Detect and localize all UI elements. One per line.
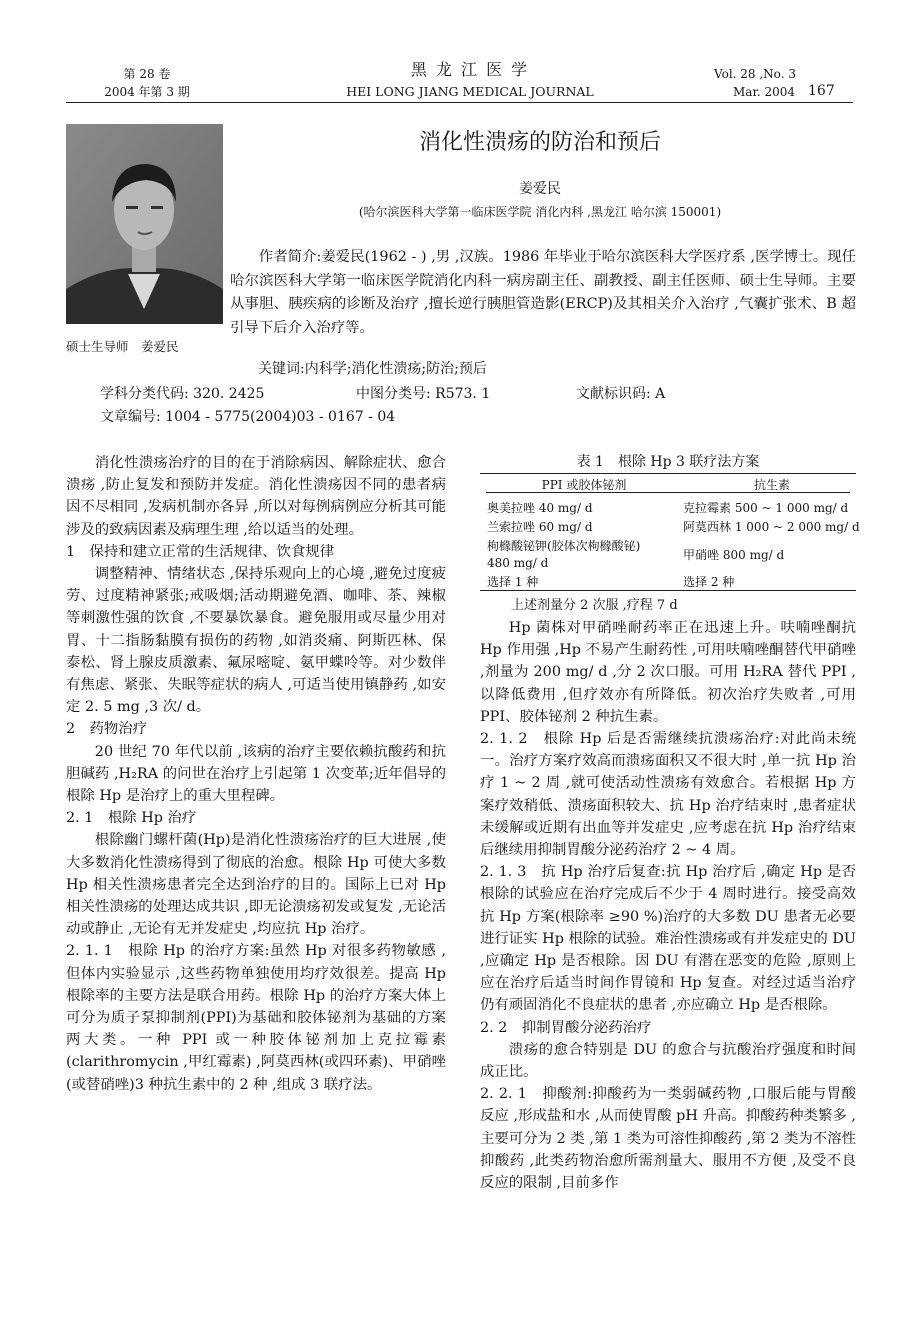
table-1-title: 表 1 根除 Hp 3 联疗法方案 (576, 454, 760, 470)
author-portrait-image (66, 124, 223, 324)
article-title: 消化性溃疡的防治和预后 (418, 130, 661, 155)
table-cell: 甲硝唑 800 mg/ d (683, 547, 785, 562)
clc-code: 中图分类号: R573. 1 (356, 386, 491, 402)
table-cell: 枸橼酸铋钾(胶体次枸橼酸铋) 480 mg/ d (487, 539, 641, 570)
section-2-paragraph: 20 世纪 70 年代以前 ,该病的治疗主要依赖抗酸药和抗胆碱药 ,H₂RA 的问世在治疗上引起第 1 次变革;近年倡导的根除 Hp 是治疗上的重大里程碑。 (66, 743, 446, 805)
keywords: 关键词:内科学;消化性溃疡;防治;预后 (258, 361, 487, 377)
table-cell: 兰索拉唑 60 mg/ d (487, 520, 593, 534)
document-code: 文献标识码: A (576, 386, 666, 402)
section-1-heading: 1 保持和建立正常的生活规律、饮食规律 (66, 543, 335, 560)
journal-title-en: HEI LONG JIANG MEDICAL JOURNAL (346, 84, 594, 99)
volume-label-en: Vol. 28 ,No. 3 (714, 67, 796, 81)
section-2-1-1-paragraph: 2. 1. 1 根除 Hp 的治疗方案:虽然 Hp 对很多药物敏感 ,但体内实验显示 ,这些药物单独使用均疗效很差。提高 Hp 根除率的主要方法是联合用药。根除 Hp 的治疗方案大体上可分为质子泵抑制剂(PPI)为基础和胶体铋剂为基础的方案两大类。一种 PPI 或一种胶体铋剂加上克拉霉素(clarithromycin ,甲红霉素) ,阿莫西林(或四环素)、甲硝唑(或替硝唑)3 种抗生素中的 2 种 ,组成 3 联疗法。 (66, 943, 446, 1093)
table-cell: 选择 2 种 (683, 575, 735, 589)
table-row (486, 499, 862, 518)
section-2-heading: 2 药物治疗 (66, 721, 148, 738)
section-2-1-paragraph: 根除幽门螺杆菌(Hp)是消化性溃疡治疗的巨大进展 ,使大多数消化性溃疡得到了彻底的治愈。根除 Hp 可使大多数 Hp 相关性溃疡患者完全达到治疗的目的。国际上已对 Hp 相关性溃疡的处理达成共识 ,即无论溃疡初发或复发 ,无论活动或静止 ,无论有无并发症史 ,均应抗 Hp 治疗。 (66, 832, 446, 938)
section-1-paragraph: 调整精神、情绪状态 ,保持乐观向上的心境 ,避免过度疲劳、过度精神紧张;戒吸烟;活动期避免酒、咖啡、茶、辣椒等刺激性强的饮食 ,不要暴饮暴食。避免服用或尽量少用对胃、十二指肠黏膜有损伤的药物 ,如消炎痛、阿斯匹林、保泰松、肾上腺皮质激素、氟尿嘧啶、氨甲蝶呤等。对少数伴有焦虑、紧张、失眠等症状的病人 ,可适当使用镇静药 ,如安定 2. 5 mg ,3 次/ d。 (66, 566, 446, 716)
table-cell: 奥美拉唑 40 mg/ d (487, 501, 593, 515)
issue-label: 2004 年第 3 期 (104, 85, 190, 99)
table-cell: 阿莫西林 1 000 ~ 2 000 mg/ d (683, 520, 860, 534)
header-rule (66, 102, 853, 103)
author-photo (66, 124, 223, 324)
section-2-2-paragraph: 溃疡的愈合特别是 DU 的愈合与抗酸治疗强度和时间成正比。 (480, 1041, 856, 1081)
author-name: 姜爱民 (519, 181, 561, 197)
section-2-1-2-paragraph: 2. 1. 2 根除 Hp 后是否需继续抗溃疡治疗:对此尚未统一。治疗方案疗效高而溃疡面积又不很大时 ,单一抗 Hp 治疗 1 ~ 2 周 ,就可使活动性溃疡有效愈合。若根据 Hp 方案疗效稍低、溃疡面积较大、抗 Hp 治疗结束时 ,患者症状未缓解或近期有出血等并发症史 ,应考虑在抗 Hp 治疗结束后继续用抑制胃酸分泌药治疗 2 ~ 4 周。 (480, 731, 856, 859)
table-1 (486, 476, 862, 592)
left-column (66, 452, 446, 1096)
article-number: 文章编号: 1004 - 5775(2004)03 - 0167 - 04 (100, 409, 396, 425)
volume-label: 第 28 卷 (123, 67, 171, 81)
section-2-1-heading: 2. 1 根除 Hp 治疗 (66, 810, 197, 827)
date-label-en: Mar. 2004 (733, 85, 796, 99)
table-header-rule (486, 492, 850, 493)
page-number: 167 (808, 83, 835, 99)
table-top-rule (480, 473, 856, 474)
table-row (486, 518, 862, 537)
metronidazole-paragraph: Hp 菌株对甲硝唑耐药率正在迅速上升。呋喃唑酮抗 Hp 作用强 ,Hp 不易产生耐药性 ,可用呋喃唑酮替代甲硝唑 ,剂量为 200 mg/ d ,分 2 次口服。可用 H₂RA 替代 PPI ,以降低费用 ,但疗效亦有所降低。初次治疗失败者 ,可用 PPI、胶体铋剂 2 种抗生素。 (480, 620, 856, 725)
section-2-2-1-paragraph: 2. 2. 1 抑酸剂:抑酸药为一类弱碱药物 ,口服后能与胃酸反应 ,形成盐和水 ,从而使胃酸 pH 升高。抑酸药种类繁多 ,主要可分为 2 类 ,第 1 类为可溶性抑酸药 ,第 2 类为不溶性抑酸药 ,此类药物治愈所需剂量大、服用不方便 ,及受不良反应的限制 ,目前多作 (480, 1086, 856, 1192)
right-column (480, 617, 856, 1194)
subject-code: 学科分类代码: 320. 2425 (100, 386, 265, 402)
table-bottom-rule (480, 590, 856, 591)
author-bio: 作者简介:姜爱民(1962 - ) ,男 ,汉族。1986 年毕业于哈尔滨医科大学医疗系 ,医学博士。现任哈尔滨医科大学第一临床医学院消化内科一病房副主任、副教授、副主任医师、硕士生导师。主要从事胆、胰疾病的诊断及治疗 ,擅长逆行胰胆管造影(ERCP)及其相关介入治疗 ,气囊扩张术、B 超引导下后介入治疗等。 (230, 249, 856, 336)
intro-paragraph: 消化性溃疡治疗的目的在于消除病因、解除症状、愈合溃疡 ,防止复发和预防并发症。消化性溃疡因不同的患者病因不尽相同 ,发病机制亦各异 ,所以对每例病例应分析其可能涉及的致病因素及病理生理 ,给以适当的处理。 (66, 455, 446, 538)
journal-title-cn: 黑 龙 江 医 学 (410, 60, 530, 79)
table-row (486, 537, 862, 573)
section-2-1-3-paragraph: 2. 1. 3 抗 Hp 治疗后复查:抗 Hp 治疗后 ,确定 Hp 是否根除的试验应在治疗完成后不少于 4 周时进行。接受高效抗 Hp 方案(根除率 ≥90 %)治疗的大多数 DU 患者无必要进行证实 Hp 根除的试验。难治性溃疡或有并发症史的 DU ,应确定 Hp 是否根除。因 DU 有潜在恶变的危险 ,原则上应在治疗后适当时间作胃镜和 Hp 复查。对经过适当治疗仍有顽固消化不良症状的患者 ,亦应确立 Hp 是否根除。 (480, 864, 856, 1014)
table-cell: 选择 1 种 (487, 575, 539, 589)
table-header-antibiotic: 抗生素 (754, 478, 791, 492)
table-cell: 克拉霉素 500 ~ 1 000 mg/ d (683, 501, 849, 515)
author-affiliation: (哈尔滨医科大学第一临床医学院 消化内科 ,黑龙江 哈尔滨 150001) (358, 205, 722, 219)
photo-caption: 硕士生导师 姜爱民 (66, 339, 179, 354)
table-1-note: 上述剂量分 2 次服 ,疗程 7 d (511, 598, 678, 613)
table-header-ppi: PPI 或胶体铋剂 (541, 478, 627, 492)
section-2-2-heading: 2. 2 抑制胃酸分泌药治疗 (480, 1019, 652, 1036)
